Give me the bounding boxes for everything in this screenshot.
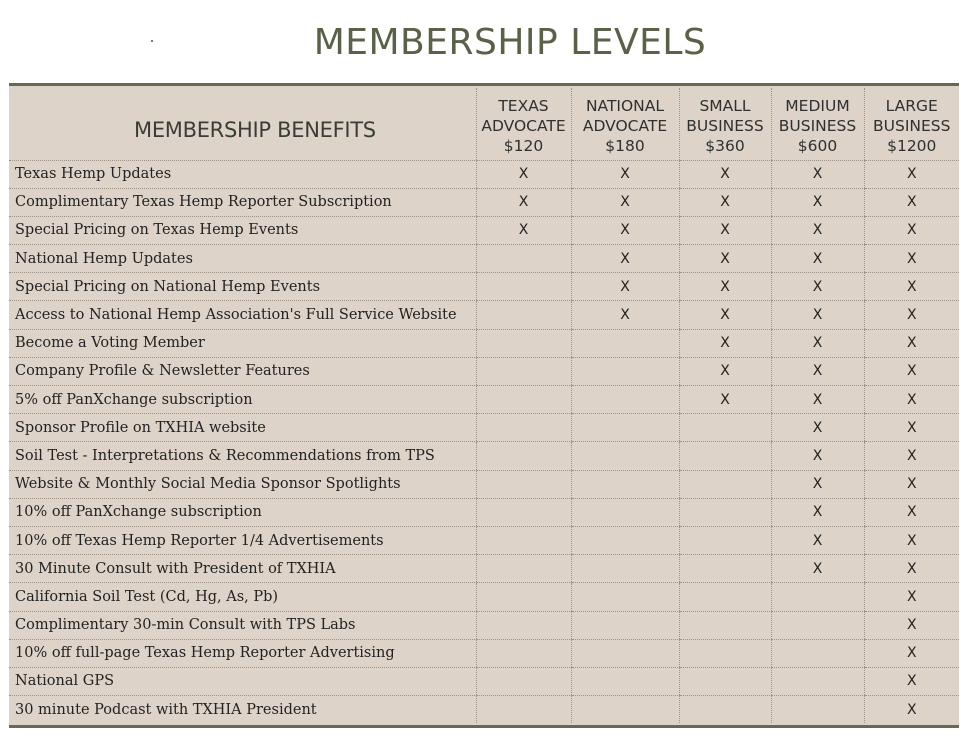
benefit-checkmark: X [864, 526, 959, 554]
level-header-medium-business [771, 88, 864, 160]
table-row [9, 216, 959, 244]
benefit-checkmark [571, 414, 679, 442]
benefit-label: 5% off PanXchange subscription [9, 386, 476, 414]
benefit-label: Soil Test - Interpretations & Recommendations from TPS [9, 442, 476, 470]
table-row [9, 611, 959, 639]
benefit-checkmark [571, 667, 679, 695]
level-name-line1: SMALL [699, 97, 751, 115]
benefit-checkmark: X [679, 329, 771, 357]
benefit-checkmark: X [771, 216, 864, 244]
table-row [9, 301, 959, 329]
benefit-checkmark [771, 667, 864, 695]
benefit-checkmark: X [771, 386, 864, 414]
benefit-checkmark [476, 583, 571, 611]
benefit-checkmark: X [771, 498, 864, 526]
benefit-checkmark: X [679, 245, 771, 273]
level-name-line1: NATIONAL [585, 97, 665, 115]
benefit-label: Company Profile & Newsletter Features [9, 357, 476, 385]
benefit-checkmark [679, 498, 771, 526]
benefit-checkmark: X [679, 216, 771, 244]
benefit-label: 30 minute Podcast with TXHIA President [15, 701, 317, 718]
benefits-column-header: MEMBERSHIP BENEFITS [9, 88, 476, 160]
benefit-checkmark [771, 639, 864, 667]
benefit-checkmark: X [679, 386, 771, 414]
benefit-checkmark [571, 386, 679, 414]
benefit-checkmark: X [864, 667, 959, 695]
benefit-checkmark [571, 526, 679, 554]
benefit-checkmark [476, 639, 571, 667]
benefit-checkmark: X [771, 273, 864, 301]
table-body [9, 160, 959, 723]
benefit-checkmark [476, 442, 571, 470]
benefit-checkmark: X [476, 188, 571, 216]
benefit-checkmark: X [771, 414, 864, 442]
benefit-checkmark [476, 526, 571, 554]
benefit-checkmark: X [771, 526, 864, 554]
benefit-checkmark [571, 639, 679, 667]
benefit-checkmark [771, 611, 864, 639]
table-row [9, 639, 959, 667]
benefit-checkmark [476, 414, 571, 442]
table-row [9, 526, 959, 554]
level-header-national-advocate [571, 88, 679, 160]
benefit-checkmark: X [771, 442, 864, 470]
benefit-checkmark [571, 696, 679, 724]
benefit-checkmark [571, 329, 679, 357]
benefit-checkmark [571, 442, 679, 470]
table-header-row [9, 88, 959, 160]
table-row [9, 555, 959, 583]
table-row [9, 273, 959, 301]
benefit-checkmark: X [679, 357, 771, 385]
benefit-checkmark: X [771, 188, 864, 216]
level-price: $180 [605, 137, 645, 155]
benefit-label: Texas Hemp Updates [9, 160, 476, 188]
level-name-line1: LARGE [885, 97, 938, 115]
benefit-checkmark: X [571, 160, 679, 188]
benefit-checkmark: X [571, 216, 679, 244]
benefit-checkmark [571, 555, 679, 583]
benefit-checkmark [679, 583, 771, 611]
benefit-checkmark: X [571, 188, 679, 216]
benefit-checkmark [771, 696, 864, 724]
benefit-checkmark [476, 611, 571, 639]
benefit-checkmark: X [864, 696, 959, 724]
benefit-label: California Soil Test (Cd, Hg, As, Pb) [9, 583, 476, 611]
benefit-checkmark: X [864, 216, 959, 244]
benefit-label: National Hemp Updates [9, 245, 476, 273]
benefit-checkmark [476, 273, 571, 301]
benefit-checkmark [476, 667, 571, 695]
benefit-checkmark: X [864, 301, 959, 329]
benefit-checkmark: X [771, 357, 864, 385]
table-row [9, 357, 959, 385]
benefit-label: Complimentary Texas Hemp Reporter Subscription [9, 188, 476, 216]
benefit-checkmark: X [571, 273, 679, 301]
benefit-label: Become a Voting Member [9, 329, 476, 357]
table-row [9, 414, 959, 442]
benefit-label: Access to National Hemp Association's Full Service Website [9, 301, 476, 329]
benefit-checkmark [679, 414, 771, 442]
benefit-label: 30 Minute Consult with President of TXHIA [9, 555, 476, 583]
membership-table [9, 88, 959, 723]
level-name-line2: ADVOCATE [481, 117, 566, 135]
benefit-checkmark: X [864, 555, 959, 583]
benefit-checkmark [679, 555, 771, 583]
benefit-checkmark: X [476, 216, 571, 244]
level-header-large-business [864, 88, 959, 160]
benefit-checkmark [679, 696, 771, 724]
benefit-checkmark [571, 357, 679, 385]
page-title: MEMBERSHIP LEVELS [313, 22, 707, 63]
table-row [9, 442, 959, 470]
benefit-label: Website & Monthly Social Media Sponsor Spotlights [9, 470, 476, 498]
level-name-line1: TEXAS [498, 97, 549, 115]
benefit-checkmark: X [864, 498, 959, 526]
benefit-checkmark: X [679, 160, 771, 188]
benefit-checkmark [476, 498, 571, 526]
level-name-line2: BUSINESS [778, 117, 857, 135]
benefit-checkmark [679, 639, 771, 667]
benefit-checkmark [476, 301, 571, 329]
table-row [9, 498, 959, 526]
benefit-checkmark: X [771, 555, 864, 583]
benefit-checkmark: X [864, 386, 959, 414]
benefit-checkmark: X [864, 160, 959, 188]
level-header-texas-advocate [476, 88, 571, 160]
level-name-line2: ADVOCATE [582, 117, 668, 135]
benefit-checkmark: X [864, 442, 959, 470]
benefit-checkmark [679, 667, 771, 695]
benefit-label: Complimentary 30-min Consult with TPS Labs [9, 611, 476, 639]
benefit-checkmark: X [571, 301, 679, 329]
benefit-checkmark: X [864, 273, 959, 301]
benefit-checkmark [571, 470, 679, 498]
stray-dot [151, 40, 153, 42]
benefit-label: National GPS [9, 667, 476, 695]
membership-table-container [9, 83, 959, 728]
benefit-checkmark: X [679, 273, 771, 301]
benefit-checkmark [679, 611, 771, 639]
benefit-checkmark: X [771, 470, 864, 498]
table-row [9, 329, 959, 357]
benefit-checkmark: X [864, 470, 959, 498]
benefit-checkmark: X [864, 611, 959, 639]
benefit-checkmark: X [771, 245, 864, 273]
benefit-checkmark: X [771, 160, 864, 188]
level-header-small-business [679, 88, 771, 160]
benefit-checkmark: X [571, 245, 679, 273]
benefit-checkmark: X [476, 160, 571, 188]
table-row [9, 667, 959, 695]
table-row [9, 583, 959, 611]
benefit-checkmark: X [864, 245, 959, 273]
level-name-line2: BUSINESS [873, 117, 951, 135]
table-row [9, 188, 959, 216]
level-price: $120 [503, 137, 544, 155]
level-name-line1: MEDIUM [785, 97, 850, 115]
benefit-checkmark [571, 611, 679, 639]
benefit-checkmark: X [771, 301, 864, 329]
benefit-checkmark: X [864, 414, 959, 442]
benefit-checkmark: X [864, 329, 959, 357]
level-name-line2: BUSINESS [686, 117, 764, 135]
level-price: $360 [705, 137, 745, 155]
benefit-checkmark: X [864, 188, 959, 216]
benefit-label: Special Pricing on Texas Hemp Events [9, 216, 476, 244]
table-row [9, 160, 959, 188]
benefit-checkmark [571, 583, 679, 611]
benefit-checkmark [679, 470, 771, 498]
benefit-checkmark [476, 470, 571, 498]
table-row [9, 470, 959, 498]
benefit-label: 10% off Texas Hemp Reporter 1/4 Advertisements [9, 526, 476, 554]
benefit-checkmark [476, 329, 571, 357]
benefit-checkmark [476, 386, 571, 414]
benefit-checkmark: X [864, 639, 959, 667]
benefit-checkmark [476, 245, 571, 273]
benefit-label: Sponsor Profile on TXHIA website [9, 414, 476, 442]
table-row [9, 245, 959, 273]
benefit-checkmark [679, 526, 771, 554]
benefit-checkmark [571, 498, 679, 526]
table-row [9, 386, 959, 414]
benefit-label: 10% off PanXchange subscription [9, 498, 476, 526]
benefit-label: 10% off full-page Texas Hemp Reporter Advertising [9, 639, 476, 667]
benefit-checkmark [476, 357, 571, 385]
table-row [9, 696, 959, 724]
benefit-checkmark: X [864, 357, 959, 385]
level-price: $600 [797, 137, 838, 155]
benefit-checkmark [476, 696, 571, 724]
benefit-checkmark [476, 555, 571, 583]
benefit-checkmark: X [679, 301, 771, 329]
benefit-label: Special Pricing on National Hemp Events [9, 273, 476, 301]
benefit-checkmark [771, 583, 864, 611]
benefit-checkmark [679, 442, 771, 470]
level-price: $1200 [887, 137, 937, 155]
benefit-checkmark: X [864, 583, 959, 611]
benefit-checkmark: X [771, 329, 864, 357]
benefit-checkmark: X [679, 188, 771, 216]
